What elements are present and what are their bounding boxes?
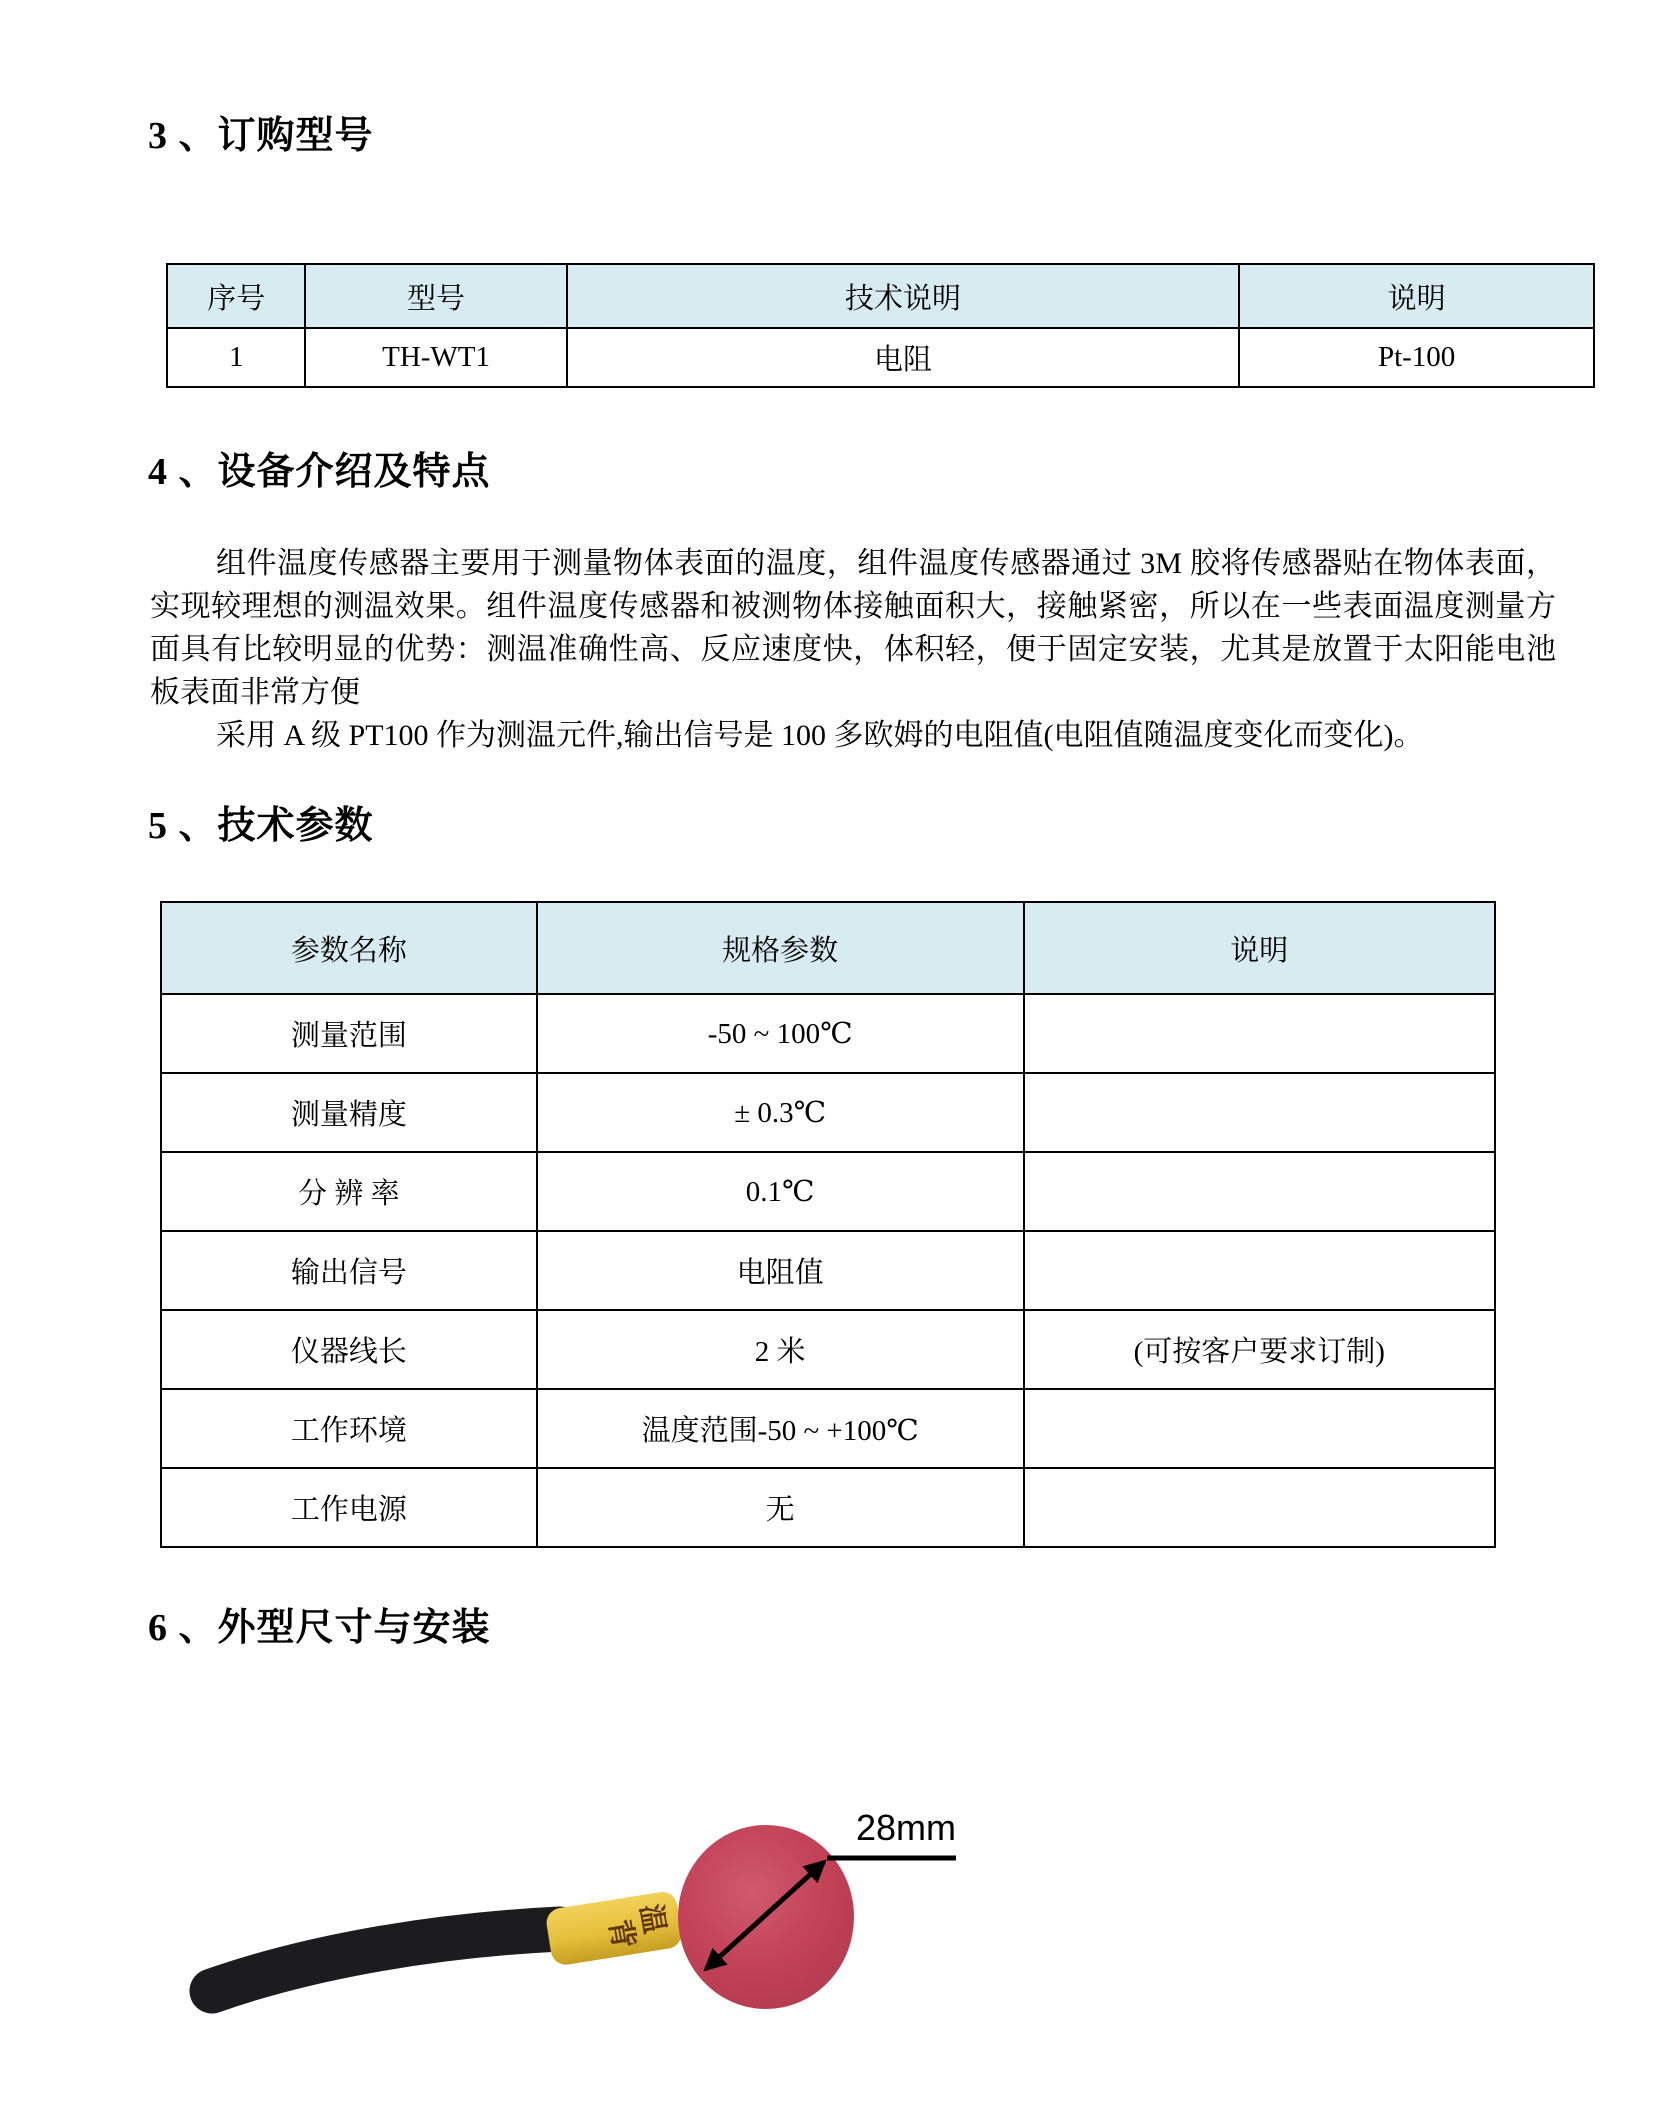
- table-row: [161, 1389, 1495, 1468]
- table-cell: 测量精度: [161, 1073, 537, 1152]
- table-cell: 无: [537, 1468, 1024, 1547]
- table-row: [161, 1152, 1495, 1231]
- sensor-photo: [100, 1748, 1200, 2123]
- table-cell: TH-WT1: [305, 328, 566, 387]
- order-model-table: [166, 263, 1595, 388]
- section-title-introduction: 4 、设备介绍及特点: [148, 451, 491, 493]
- table-cell: Pt-100: [1239, 328, 1594, 387]
- table-cell: [1024, 1152, 1495, 1231]
- table-cell: 1: [167, 328, 305, 387]
- section-title-order-model: 3 、订购型号: [148, 115, 374, 157]
- table-header-row: [161, 902, 1495, 994]
- sleeve-label-char-1: 背: [602, 1916, 640, 1952]
- table-row: [161, 1468, 1495, 1547]
- table-row: [161, 1073, 1495, 1152]
- table-header-row: [167, 264, 1594, 328]
- table-cell: 0.1℃: [537, 1152, 1024, 1231]
- table-cell: [1024, 1073, 1495, 1152]
- table-cell: (可按客户要求订制): [1024, 1310, 1495, 1389]
- sensor-photo-figure: [100, 1748, 1200, 2123]
- table-cell: 工作电源: [161, 1468, 537, 1547]
- table-cell: -50 ~ 100℃: [537, 994, 1024, 1073]
- header-cell: 说明: [1239, 264, 1594, 328]
- table-cell: [1024, 994, 1495, 1073]
- header-cell: 技术说明: [567, 264, 1240, 328]
- table-row: [167, 328, 1594, 387]
- table-row: [161, 1310, 1495, 1389]
- intro-paragraph-1: 组件温度传感器主要用于测量物体表面的温度，组件温度传感器通过 3M 胶将传感器贴在物体表面，实现较理想的测温效果。组件温度传感器和被测物体接触面积大，接触紧密，所以在一些表面温度测量方面具有比较明显的优势：测温准确性高、反应速度快，体积轻，便于固定安装，尤其是放置于太阳能电池板表面非常方便: [150, 547, 1556, 709]
- table-cell: 电阻值: [537, 1231, 1024, 1310]
- table-cell: [1024, 1468, 1495, 1547]
- table-cell: 测量范围: [161, 994, 537, 1073]
- table-cell: 输出信号: [161, 1231, 537, 1310]
- table-cell: 分 辨 率: [161, 1152, 537, 1231]
- intro-paragraph-2: 采用 A 级 PT100 作为测温元件,输出信号是 100 多欧姆的电阻值(电阻值随温度变化而变化)。: [216, 719, 1424, 752]
- header-cell: 说明: [1024, 902, 1495, 994]
- table-row: [161, 1231, 1495, 1310]
- header-cell: 参数名称: [161, 902, 537, 994]
- table-cell: 电阻: [567, 328, 1240, 387]
- header-cell: 规格参数: [537, 902, 1024, 994]
- table-cell: [1024, 1231, 1495, 1310]
- table-cell: [1024, 1389, 1495, 1468]
- introduction-text: [150, 542, 1556, 757]
- table-cell: 2 米: [537, 1310, 1024, 1389]
- section-title-specifications: 5 、技术参数: [148, 805, 374, 847]
- table-cell: 温度范围-50 ~ +100℃: [537, 1389, 1024, 1468]
- header-cell: 序号: [167, 264, 305, 328]
- table-cell: ± 0.3℃: [537, 1073, 1024, 1152]
- header-cell: 型号: [305, 264, 566, 328]
- sensor-cable: [212, 1929, 560, 1991]
- table-row: [161, 994, 1495, 1073]
- dimension-label: 28mm: [856, 1807, 957, 1848]
- table-cell: 工作环境: [161, 1389, 537, 1468]
- table-cell: 仪器线长: [161, 1310, 537, 1389]
- specifications-table: [160, 901, 1496, 1548]
- sleeve-label-char-2: 温: [633, 1901, 671, 1937]
- section-title-dimensions: 6 、外型尺寸与安装: [148, 1607, 491, 1649]
